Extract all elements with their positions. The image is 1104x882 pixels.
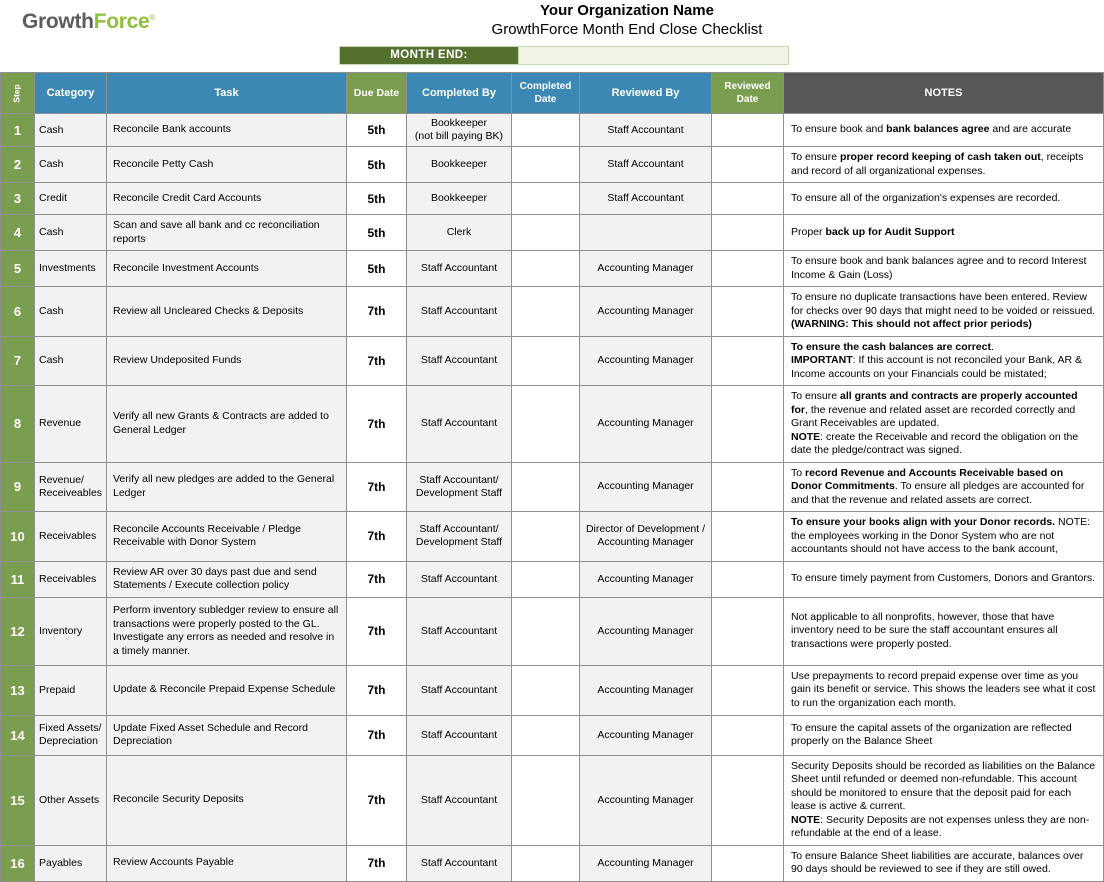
cell-due-date: 7th — [347, 597, 407, 665]
cell-notes: To ensure book and bank balances agree and to record Interest Income & Gain (Loss) — [784, 251, 1104, 287]
cell-reviewed-by: Accounting Manager — [580, 665, 712, 715]
month-end-field[interactable] — [339, 46, 789, 65]
table-row — [1, 512, 1104, 562]
cell-step: 14 — [1, 715, 35, 755]
cell-reviewed-date[interactable] — [712, 845, 784, 881]
cell-reviewed-date[interactable] — [712, 147, 784, 183]
cell-task: Reconcile Accounts Receivable / Pledge Receivable with Donor System — [107, 512, 347, 562]
header-row — [1, 73, 1104, 114]
cell-category: Payables — [35, 845, 107, 881]
month-end-input[interactable] — [518, 47, 788, 64]
cell-notes: Not applicable to all nonprofits, however, those that have inventory need to be sure the staff accountant ensures all transactions were properly posted. — [784, 597, 1104, 665]
cell-task: Review Undeposited Funds — [107, 336, 347, 386]
cell-completed-date[interactable] — [512, 665, 580, 715]
cell-step: 11 — [1, 561, 35, 597]
cell-reviewed-by: Accounting Manager — [580, 386, 712, 463]
column-header-completed-date: Completed Date — [512, 73, 580, 114]
column-header-completed-by: Completed By — [407, 73, 512, 114]
cell-completed-by: Staff Accountant — [407, 386, 512, 463]
cell-completed-date[interactable] — [512, 183, 580, 215]
cell-completed-date[interactable] — [512, 147, 580, 183]
cell-reviewed-date[interactable] — [712, 386, 784, 463]
cell-due-date: 5th — [347, 215, 407, 251]
table-row — [1, 215, 1104, 251]
cell-category: Receivables — [35, 561, 107, 597]
table-row — [1, 462, 1104, 512]
cell-task: Verify all new pledges are added to the General Ledger — [107, 462, 347, 512]
table-header — [1, 73, 1104, 114]
cell-completed-date[interactable] — [512, 755, 580, 845]
cell-due-date: 7th — [347, 845, 407, 881]
cell-task: Scan and save all bank and cc reconciliation reports — [107, 215, 347, 251]
cell-task: Perform inventory subledger review to ensure all transactions were properly posted to the GL. Investigate any errors as needed and resolve in a timely manner. — [107, 597, 347, 665]
cell-step: 6 — [1, 287, 35, 337]
cell-notes: To ensure the capital assets of the organization are reflected properly on the Balance Sheet — [784, 715, 1104, 755]
cell-due-date: 5th — [347, 114, 407, 147]
cell-category: Revenue — [35, 386, 107, 463]
table-row — [1, 336, 1104, 386]
cell-category: Revenue/ Receiveables — [35, 462, 107, 512]
cell-notes: Security Deposits should be recorded as liabilities on the Balance Sheet until refunded or deemed non-refundable. This account should be monitored to ensure that the deposit paid for each lease is active & current. NOTE: Security Deposits are not expenses unless they are non-refundable at the end of a lease. — [784, 755, 1104, 845]
column-header-category: Category — [35, 73, 107, 114]
cell-completed-by: Staff Accountant — [407, 336, 512, 386]
cell-reviewed-date[interactable] — [712, 183, 784, 215]
cell-due-date: 7th — [347, 512, 407, 562]
cell-step: 4 — [1, 215, 35, 251]
cell-completed-date[interactable] — [512, 114, 580, 147]
cell-task: Reconcile Security Deposits — [107, 755, 347, 845]
page-title: GrowthForce Month End Close Checklist — [491, 21, 763, 38]
cell-completed-date[interactable] — [512, 462, 580, 512]
cell-due-date: 5th — [347, 251, 407, 287]
table-row — [1, 561, 1104, 597]
cell-task: Review Accounts Payable — [107, 845, 347, 881]
cell-due-date: 7th — [347, 462, 407, 512]
cell-category: Fixed Assets/ Depreciation — [35, 715, 107, 755]
cell-reviewed-date[interactable] — [712, 561, 784, 597]
cell-task: Reconcile Credit Card Accounts — [107, 183, 347, 215]
cell-reviewed-by — [580, 215, 712, 251]
month-end-label: MONTH END: — [340, 47, 518, 64]
cell-notes: To record Revenue and Accounts Receivable based on Donor Commitments. To ensure all pledges are accounted for and that the revenue and related assets are correct. — [784, 462, 1104, 512]
table-row — [1, 665, 1104, 715]
cell-reviewed-by: Accounting Manager — [580, 251, 712, 287]
cell-step: 1 — [1, 114, 35, 147]
cell-step: 2 — [1, 147, 35, 183]
cell-reviewed-date[interactable] — [712, 251, 784, 287]
cell-completed-by: Clerk — [407, 215, 512, 251]
logo-text-growth: Growth — [22, 10, 94, 33]
cell-completed-by: Staff Accountant — [407, 845, 512, 881]
table-row — [1, 597, 1104, 665]
cell-reviewed-date[interactable] — [712, 336, 784, 386]
table-row — [1, 147, 1104, 183]
column-header-step-label: Step — [11, 83, 22, 103]
cell-step: 8 — [1, 386, 35, 463]
cell-category: Cash — [35, 336, 107, 386]
table-row — [1, 251, 1104, 287]
cell-step: 5 — [1, 251, 35, 287]
cell-notes: Use prepayments to record prepaid expense over time as you gain its benefit or service. This shows the leaders see what it cost to run the organization each month. — [784, 665, 1104, 715]
column-header-notes: NOTES — [784, 73, 1104, 114]
cell-completed-by: Staff Accountant — [407, 597, 512, 665]
table-row — [1, 114, 1104, 147]
cell-completed-by: Bookkeeper — [407, 147, 512, 183]
cell-reviewed-by: Accounting Manager — [580, 715, 712, 755]
cell-due-date: 7th — [347, 561, 407, 597]
column-header-task: Task — [107, 73, 347, 114]
cell-category: Cash — [35, 215, 107, 251]
cell-step: 3 — [1, 183, 35, 215]
cell-category: Cash — [35, 114, 107, 147]
cell-due-date: 7th — [347, 287, 407, 337]
cell-completed-date[interactable] — [512, 251, 580, 287]
cell-completed-by: Bookkeeper — [407, 183, 512, 215]
cell-completed-date[interactable] — [512, 336, 580, 386]
cell-completed-date[interactable] — [512, 386, 580, 463]
cell-task: Reconcile Petty Cash — [107, 147, 347, 183]
cell-notes: To ensure your books align with your Donor records. NOTE: the employees working in the Donor System who are not accountants should not have access to the bank account, — [784, 512, 1104, 562]
cell-completed-by: Staff Accountant — [407, 665, 512, 715]
cell-reviewed-date[interactable] — [712, 462, 784, 512]
cell-completed-by: Staff Accountant — [407, 715, 512, 755]
cell-notes: To ensure timely payment from Customers, Donors and Grantors. — [784, 561, 1104, 597]
cell-due-date: 5th — [347, 183, 407, 215]
cell-completed-by: Staff Accountant — [407, 251, 512, 287]
document-header — [0, 0, 1104, 72]
cell-completed-by: Staff Accountant — [407, 561, 512, 597]
cell-step: 16 — [1, 845, 35, 881]
cell-reviewed-date[interactable] — [712, 715, 784, 755]
cell-completed-by: Staff Accountant/ Development Staff — [407, 462, 512, 512]
cell-reviewed-by: Accounting Manager — [580, 597, 712, 665]
cell-reviewed-by: Accounting Manager — [580, 755, 712, 845]
table-row — [1, 715, 1104, 755]
cell-due-date: 7th — [347, 336, 407, 386]
cell-reviewed-date[interactable] — [712, 287, 784, 337]
cell-reviewed-by: Director of Development / Accounting Manager — [580, 512, 712, 562]
cell-task: Verify all new Grants & Contracts are added to General Ledger — [107, 386, 347, 463]
cell-category: Other Assets — [35, 755, 107, 845]
cell-due-date: 7th — [347, 755, 407, 845]
cell-due-date: 7th — [347, 665, 407, 715]
cell-due-date: 7th — [347, 386, 407, 463]
checklist-table — [0, 72, 1104, 882]
column-header-reviewed-date: Reviewed Date — [712, 73, 784, 114]
cell-due-date: 5th — [347, 147, 407, 183]
cell-reviewed-by: Staff Accountant — [580, 114, 712, 147]
cell-step: 7 — [1, 336, 35, 386]
cell-reviewed-by: Staff Accountant — [580, 183, 712, 215]
cell-task: Reconcile Bank accounts — [107, 114, 347, 147]
cell-notes: To ensure the cash balances are correct. IMPORTANT: If this account is not reconciled your Bank, AR & Income accounts on your Financials could be mistated; — [784, 336, 1104, 386]
cell-reviewed-date[interactable] — [712, 755, 784, 845]
cell-reviewed-by: Accounting Manager — [580, 845, 712, 881]
cell-task: Reconcile Investment Accounts — [107, 251, 347, 287]
logo-text-force: Force — [93, 10, 150, 33]
cell-step: 13 — [1, 665, 35, 715]
cell-completed-date[interactable] — [512, 597, 580, 665]
cell-notes: To ensure no duplicate transactions have been entered. Review for checks over 90 days that might need to be voided or reissued. (WARNING: This should not affect prior periods) — [784, 287, 1104, 337]
cell-category: Cash — [35, 287, 107, 337]
title-block — [0, 0, 1104, 40]
table-row — [1, 287, 1104, 337]
cell-category: Inventory — [35, 597, 107, 665]
column-header-step — [1, 73, 35, 114]
cell-completed-by: Bookkeeper (not bill paying BK) — [407, 114, 512, 147]
cell-notes: To ensure proper record keeping of cash taken out, receipts and record of all organizational expenses. — [784, 147, 1104, 183]
cell-completed-date[interactable] — [512, 287, 580, 337]
table-body — [1, 114, 1104, 882]
cell-completed-date[interactable] — [512, 215, 580, 251]
cell-reviewed-by: Accounting Manager — [580, 462, 712, 512]
cell-reviewed-date[interactable] — [712, 665, 784, 715]
table-row — [1, 845, 1104, 881]
cell-step: 9 — [1, 462, 35, 512]
cell-reviewed-by: Accounting Manager — [580, 336, 712, 386]
cell-reviewed-date[interactable] — [712, 114, 784, 147]
cell-reviewed-date[interactable] — [712, 512, 784, 562]
cell-reviewed-by: Accounting Manager — [580, 561, 712, 597]
cell-task: Review AR over 30 days past due and send Statements / Execute collection policy — [107, 561, 347, 597]
cell-step: 10 — [1, 512, 35, 562]
cell-completed-by: Staff Accountant/ Development Staff — [407, 512, 512, 562]
logo-trademark-icon: ® — [149, 13, 155, 22]
cell-category: Cash — [35, 147, 107, 183]
cell-completed-date[interactable] — [512, 561, 580, 597]
cell-completed-date[interactable] — [512, 715, 580, 755]
cell-task: Update Fixed Asset Schedule and Record Depreciation — [107, 715, 347, 755]
table-row — [1, 183, 1104, 215]
cell-notes: To ensure Balance Sheet liabilities are accurate, balances over 90 days should be reviewed to see if they are still owed. — [784, 845, 1104, 881]
table-row — [1, 755, 1104, 845]
cell-reviewed-by: Staff Accountant — [580, 147, 712, 183]
table-row — [1, 386, 1104, 463]
cell-notes: Proper back up for Audit Support — [784, 215, 1104, 251]
cell-category: Investments — [35, 251, 107, 287]
cell-task: Update & Reconcile Prepaid Expense Schedule — [107, 665, 347, 715]
cell-completed-by: Staff Accountant — [407, 755, 512, 845]
cell-completed-date[interactable] — [512, 845, 580, 881]
column-header-due-date: Due Date — [347, 73, 407, 114]
cell-category: Receivables — [35, 512, 107, 562]
cell-step: 12 — [1, 597, 35, 665]
cell-category: Credit — [35, 183, 107, 215]
cell-reviewed-date[interactable] — [712, 215, 784, 251]
cell-notes: To ensure all of the organization's expenses are recorded. — [784, 183, 1104, 215]
cell-completed-date[interactable] — [512, 512, 580, 562]
column-header-reviewed-by: Reviewed By — [580, 73, 712, 114]
cell-notes: To ensure book and bank balances agree and are accurate — [784, 114, 1104, 147]
cell-completed-by: Staff Accountant — [407, 287, 512, 337]
cell-notes: To ensure all grants and contracts are properly accounted for, the revenue and related asset are recorded correctly and Grant Receivables are updated. NOTE: create the Receivable and record the obligation on the date the pledge/contract was signed. — [784, 386, 1104, 463]
cell-reviewed-date[interactable] — [712, 597, 784, 665]
cell-due-date: 7th — [347, 715, 407, 755]
cell-task: Review all Uncleared Checks & Deposits — [107, 287, 347, 337]
cell-reviewed-by: Accounting Manager — [580, 287, 712, 337]
cell-category: Prepaid — [35, 665, 107, 715]
organization-name: Your Organization Name — [540, 2, 714, 19]
cell-step: 15 — [1, 755, 35, 845]
